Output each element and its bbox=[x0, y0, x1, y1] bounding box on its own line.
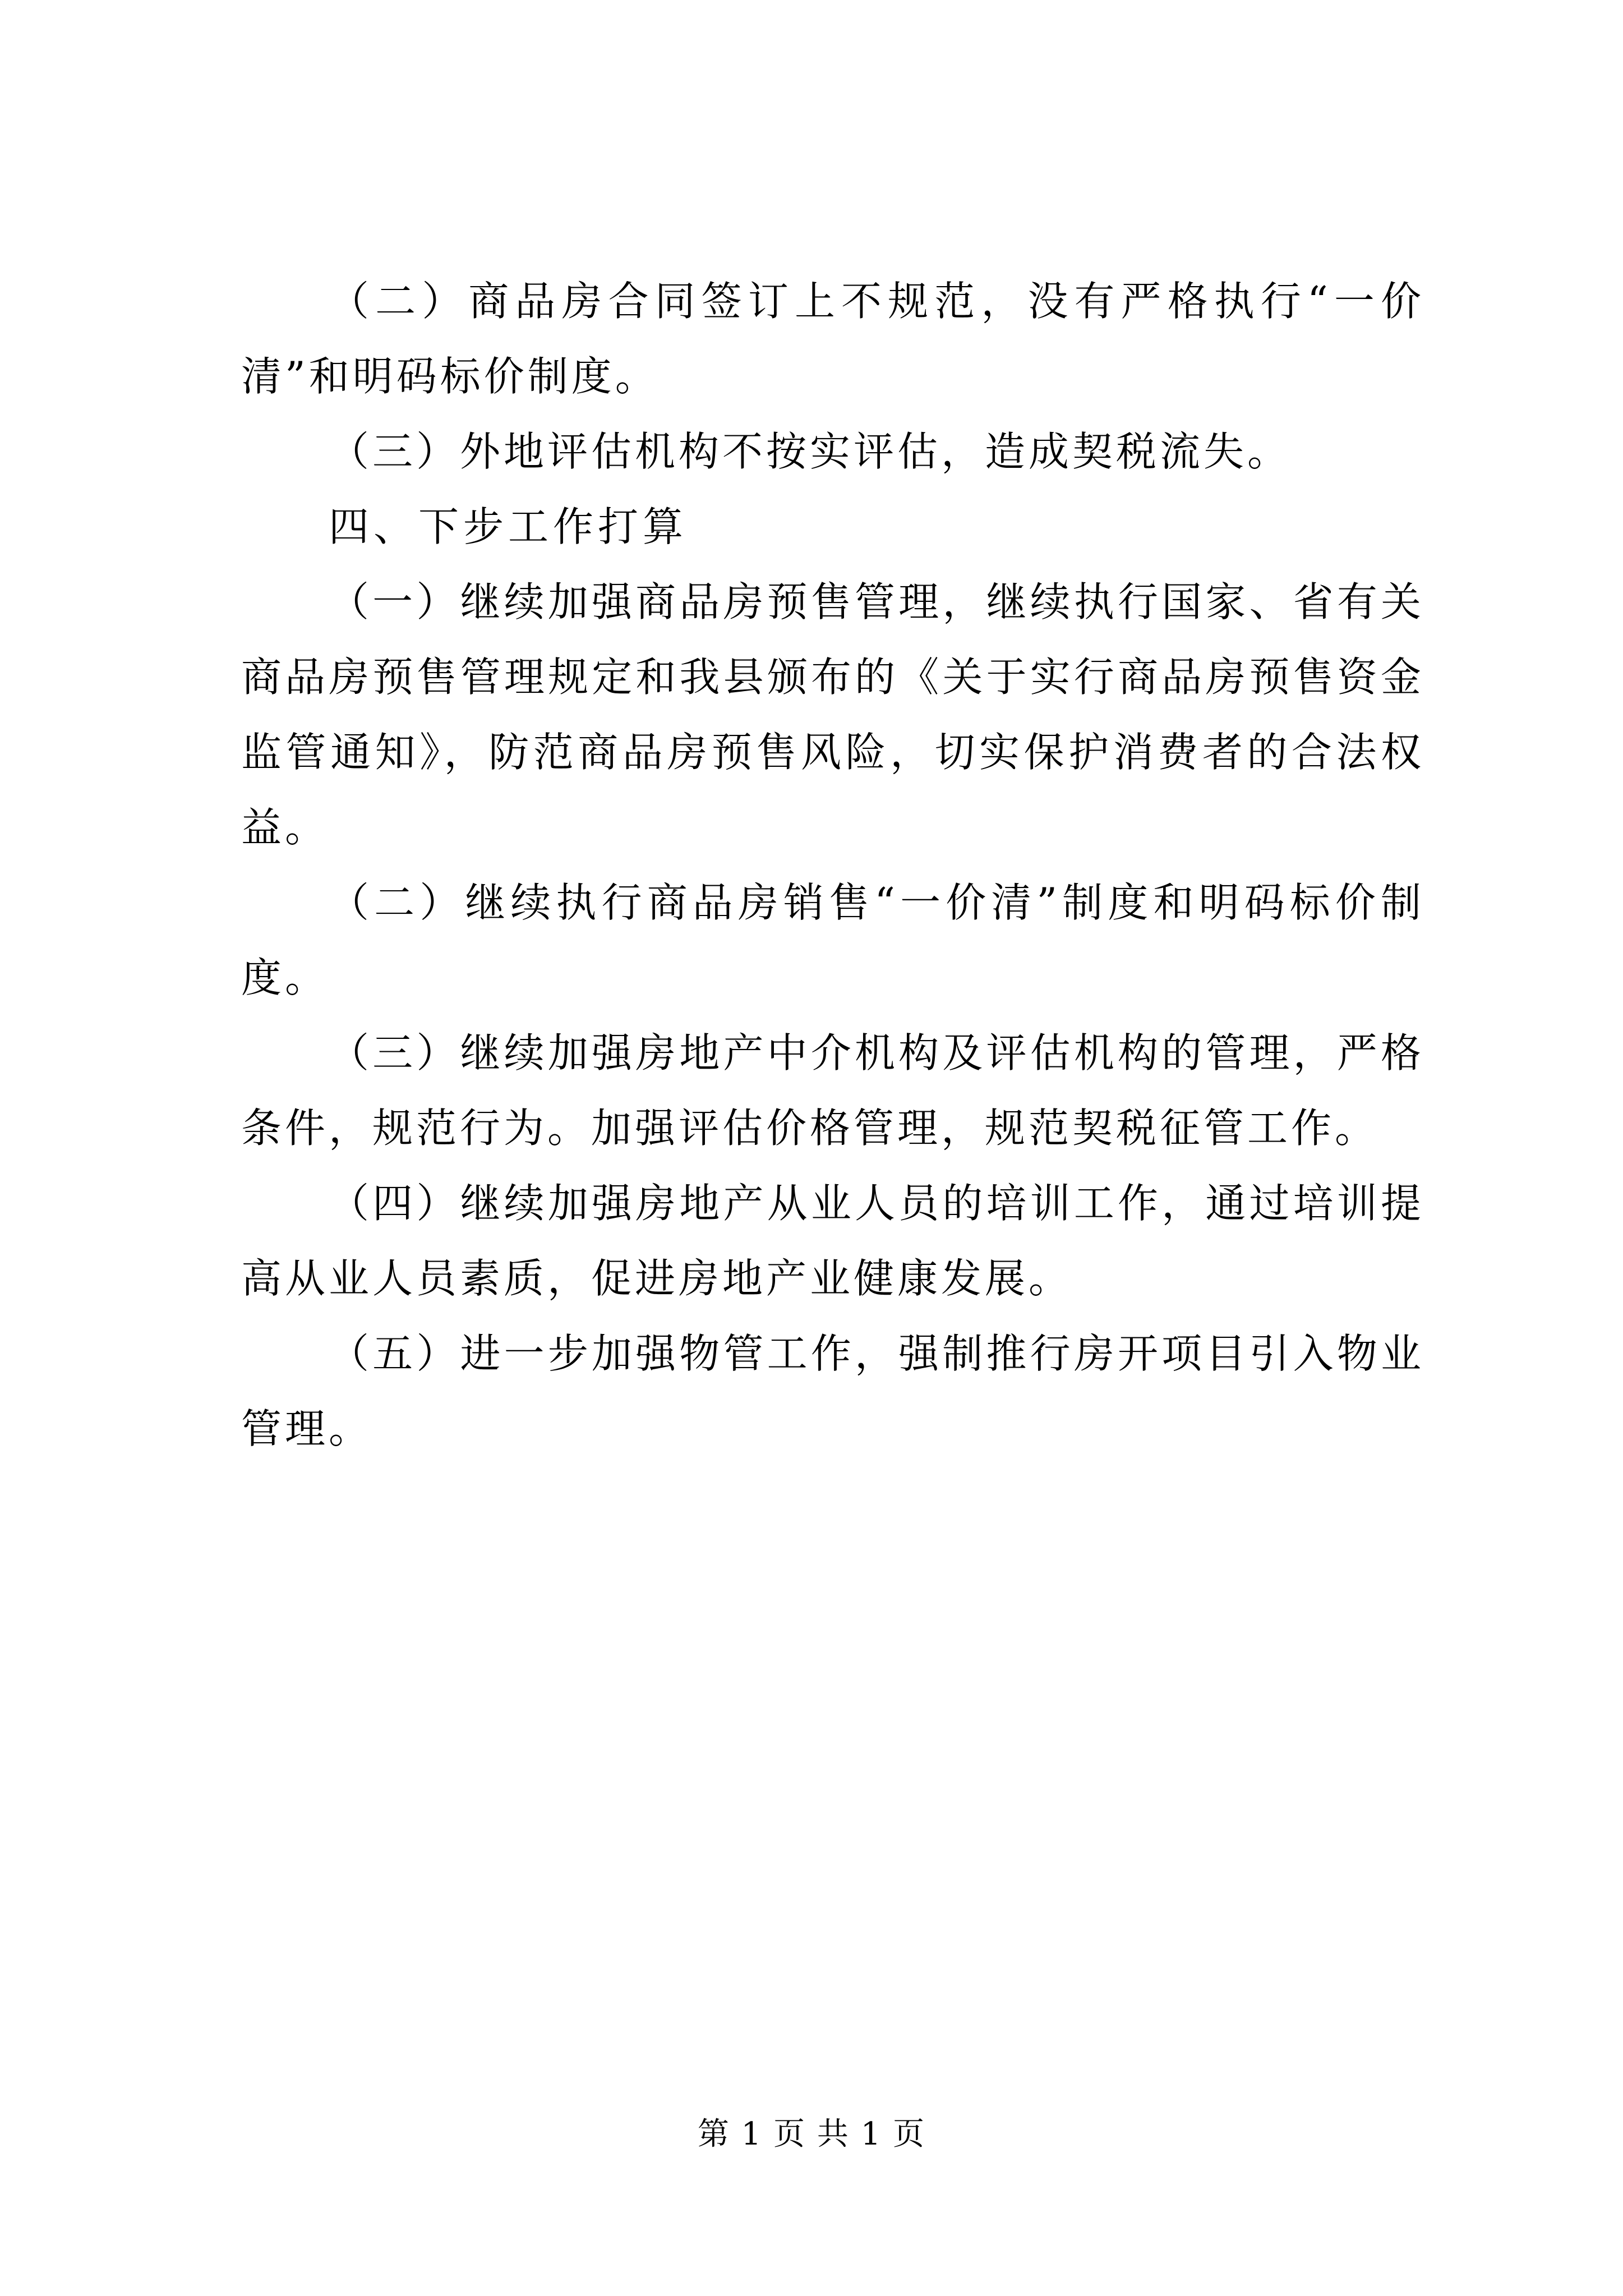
paragraph-issue-2: （二）商品房合同签订上不规范，没有严格执行“一价清”和明码标价制度。 bbox=[241, 278, 1424, 400]
paragraph-issue-3: （三）外地评估机构不按实评估，造成契税流失。 bbox=[329, 428, 1292, 475]
section-heading-next-steps: 四、下步工作打算 bbox=[329, 503, 688, 550]
paragraph-plan-4: （四）继续加强房地产从业人员的培训工作，通过培训提高从业人员素质，促进房地产业健康发展。 bbox=[241, 1180, 1424, 1302]
paragraph-plan-1: （一）继续加强商品房预售管理，继续执行国家、省有关商品房预售管理规定和我县颁布的《关于实行商品房预售资金监管通知》，防范商品房预售风险，切实保护消费者的合法权益。 bbox=[241, 578, 1424, 851]
paragraph-plan-2: （二）继续执行商品房销售“一价清”制度和明码标价制度。 bbox=[241, 879, 1424, 1001]
page-footer: 第 1 页 共 1 页 bbox=[697, 2116, 926, 2152]
paragraph-plan-5: （五）进一步加强物管工作，强制推行房开项目引入物业管理。 bbox=[241, 1330, 1424, 1452]
document-body bbox=[241, 264, 1424, 1466]
paragraph-plan-3: （三）继续加强房地产中介机构及评估机构的管理，严格条件，规范行为。加强评估价格管理，规范契税征管工作。 bbox=[241, 1029, 1424, 1152]
